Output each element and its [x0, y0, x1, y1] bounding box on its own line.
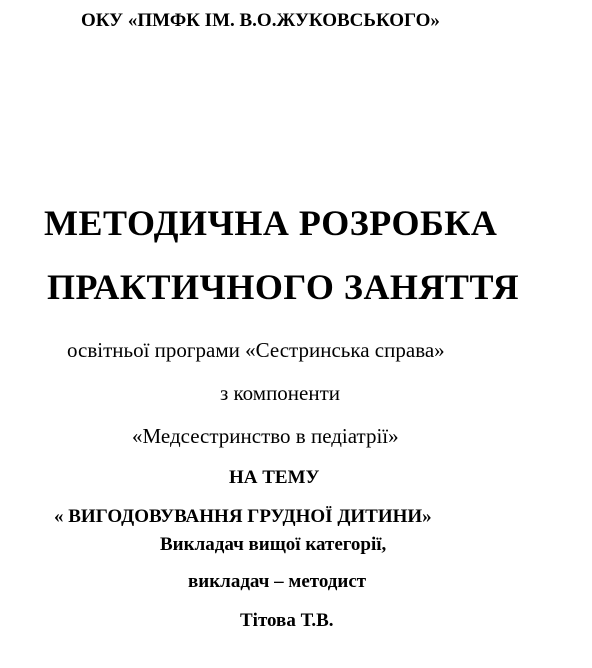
program-name: освітньої програми «Сестринська справа» [67, 338, 445, 362]
author-position: викладач – методист [188, 571, 367, 592]
theme-label: НА ТЕМУ [229, 467, 320, 488]
theme-title: « ВИГОДОВУВАННЯ ГРУДНОЇ ДИТИНИ» [54, 506, 432, 527]
organization-name: ОКУ «ПМФК ІМ. В.О.ЖУКОВСЬКОГО» [81, 10, 440, 31]
author-qualification: Викладач вищої категорії, [160, 534, 387, 555]
author-name: Тітова Т.В. [240, 610, 334, 631]
component-label: з компоненти [220, 381, 341, 405]
component-name: «Медсестринство в педіатрії» [132, 424, 399, 448]
document-title-line-1: МЕТОДИЧНА РОЗРОБКА [44, 203, 498, 243]
document-title-line-2: ПРАКТИЧНОГО ЗАНЯТТЯ [47, 267, 520, 307]
